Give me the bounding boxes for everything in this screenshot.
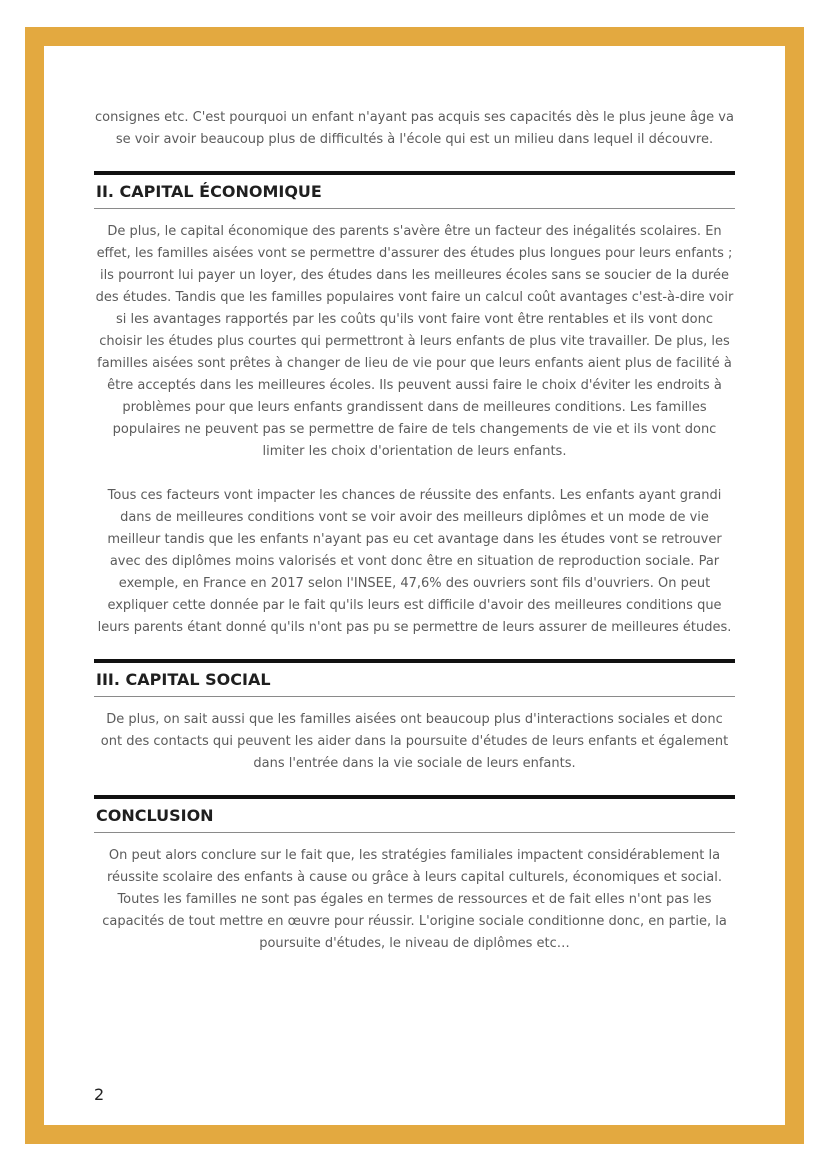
section-rule-bottom — [94, 832, 735, 833]
intro-paragraph: consignes etc. C'est pourquoi un enfant n'ayant pas acquis ses capacités dès le plus jeune âge va se voir avoir beaucoup plus de difficultés à l'école qui est un milieu dans lequel il découvre. — [95, 110, 734, 147]
paragraph: On peut alors conclure sur le fait que, les stratégies familiales impactent considérablement la réussite scolaire des enfants à cause ou grâce à leurs capital culturels, économiques et social. Toutes les familles ne sont pas égales en termes de ressources et de fait elles n'ont pas les capacités de tout mettre en œuvre pour réussir. L'origine sociale conditionne donc, en partie, la poursuite d'études, le niveau de diplômes etc… — [102, 848, 727, 951]
section-social-header — [94, 659, 735, 697]
section-social-body — [94, 709, 735, 775]
document-page — [44, 46, 785, 1125]
paragraph: Tous ces facteurs vont impacter les chances de réussite des enfants. Les enfants ayant grandi dans de meilleures conditions vont se voir avoir des meilleurs diplômes et un mode de vie meilleur tandis que les enfants n'ayant pas eu cet avantage dans les études vont se retrouver avec des diplômes moins valorisés et vont donc être en situation de reproduction sociale. Par exemple, en France en 2017 selon l'INSEE, 47,6% des ouvriers sont fils d'ouvriers. On peut expliquer cette donnée par le fait qu'ils leurs est difficile d'avoir des meilleures conditions que leurs parents étant donné qu'ils n'ont pas pu se permettre de leurs assurer de meilleures études. — [97, 488, 732, 635]
page-border — [25, 27, 804, 1144]
page-content — [94, 107, 735, 955]
page-number: 2 — [94, 1085, 105, 1104]
section-rule-bottom — [94, 208, 735, 209]
paragraph: De plus, on sait aussi que les familles aisées ont beaucoup plus d'interactions sociales et donc ont des contacts qui peuvent les aider dans la poursuite d'études de leurs enfants et également dans l'entrée dans la vie sociale de leurs enfants. — [100, 712, 729, 771]
section-heading: CONCLUSION — [96, 806, 214, 825]
paragraph: De plus, le capital économique des parents s'avère être un facteur des inégalités scolaires. En effet, les familles aisées vont se permettre d'assurer des études plus longues pour leurs enfants ; ils pourront lui payer un loyer, des études dans les meilleures écoles sans se soucier de la durée des études. Tandis que les familles populaires vont faire un calcul coût avantages c'est-à-dire voir si les avantages rapportés par les coûts qu'ils vont faire vont être rentables et ils vont donc choisir les études plus courtes qui permettront à leurs enfants de plus vite travailler. De plus, les familles aisées sont prêtes à changer de lieu de vie pour que leurs enfants aient plus de facilité à être acceptés dans les meilleures écoles. Ils peuvent aussi faire le choix d'éviter les endroits à problèmes pour que leurs enfants grandissent dans de meilleures conditions. Les familles populaires ne peuvent pas se permettre de faire de tels changements de vie et ils vont donc limiter les choix d'orientation de leurs enfants. — [95, 224, 734, 459]
section-conclusion-header — [94, 795, 735, 833]
section-economique-header — [94, 171, 735, 209]
section-heading: III. CAPITAL SOCIAL — [96, 670, 271, 689]
section-economique-body — [94, 221, 735, 639]
section-heading: II. CAPITAL ÉCONOMIQUE — [96, 182, 322, 201]
section-rule-bottom — [94, 696, 735, 697]
section-conclusion-body — [94, 845, 735, 955]
